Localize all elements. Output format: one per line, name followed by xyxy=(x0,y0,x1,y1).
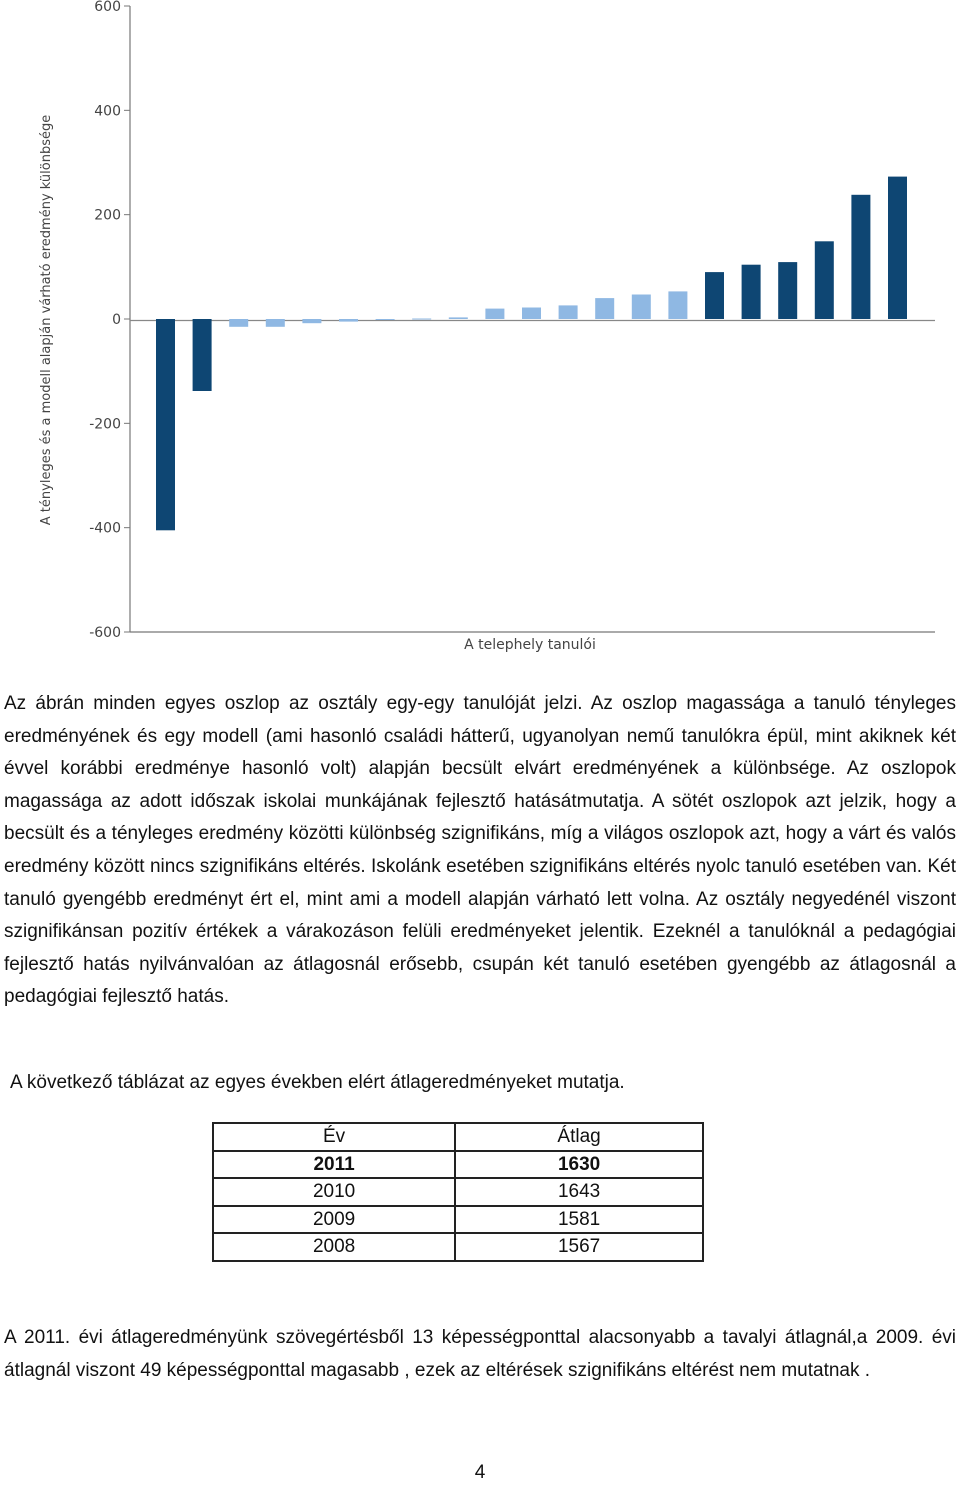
table-row xyxy=(213,1233,703,1261)
bar xyxy=(485,309,504,319)
y-tick-label: 600 xyxy=(94,0,121,15)
bar xyxy=(595,298,614,319)
paragraph-table-intro: A következő táblázat az egyes években elért átlageredményeket mutatja. xyxy=(10,1072,625,1093)
paragraph-chart-explanation: Az ábrán minden egyes oszlop az osztály egy-egy tanulóját jelzi. Az oszlop magassága a tanuló tényleges eredményének és egy modell (ami hasonló családi hátterű, ugyanolyan nemű tanulókra épül, mint akiknek két évvel korábbi eredménye hasonló volt) alapján becsült elvárt eredményének a különbsége. Az oszlopok magassága az adott időszak iskolai munkájának fejlesztő hatásátmutatja. A sötét oszlopok azt jelzik, hogy a becsült és a tényleges eredmény közötti különbség szignifikáns, míg a világos oszlopok azt, hogy a várt és valós eredmény között nincs szignifikáns eltérés. Iskolánk esetében szignifikáns eltérés nyolc tanuló esetében van. Két tanuló gyengébb eredményt ért el, mint ami a modell alapján várható lett volna. Az osztály negyedénél viszont szignifikánsan pozitív értékek a várakozáson felüli eredményeket jelentik. Ezeknél a tanulóknál a pedagógiai fejlesztő hatás nyilvánvalóan az átlagosnál erősebb, csupán két tanuló esetében gyengébb az átlagosnál a pedagógiai fejlesztő hatás. xyxy=(4,693,956,1008)
bar xyxy=(156,319,175,530)
bar xyxy=(632,295,651,320)
y-axis-ticks xyxy=(89,0,130,641)
table-cell-year: 2010 xyxy=(213,1178,455,1206)
page-number: 4 xyxy=(474,1462,486,1483)
bar xyxy=(412,319,431,320)
bar xyxy=(302,319,321,323)
bar xyxy=(668,291,687,319)
paragraph-conclusion: A 2011. évi átlageredményünk szövegértésből 13 képességponttal alacsonyabb a tavalyi átlagnál,a 2009. évi átlagnál viszont 49 képességponttal magasabb , ezek az eltérések szignifikáns eltérést nem mutatnak . xyxy=(4,1327,956,1381)
table-cell-average: 1581 xyxy=(455,1206,703,1234)
bar xyxy=(888,177,907,319)
table-cell-average: 1630 xyxy=(455,1151,703,1179)
bars-group xyxy=(156,177,907,531)
bar xyxy=(266,319,285,327)
bar xyxy=(559,305,578,319)
bar xyxy=(815,241,834,319)
bar xyxy=(705,272,724,319)
table-cell-year: 2011 xyxy=(213,1151,455,1179)
table-cell-year: 2008 xyxy=(213,1233,455,1261)
y-tick-label: 400 xyxy=(94,103,121,120)
table-cell-year: 2009 xyxy=(213,1206,455,1234)
bar-chart xyxy=(0,0,960,665)
y-tick-label: -400 xyxy=(89,520,121,537)
bar xyxy=(449,317,468,319)
y-tick-label: -600 xyxy=(89,625,121,641)
bar xyxy=(339,319,358,322)
table-header-row xyxy=(213,1123,703,1151)
table-row xyxy=(213,1178,703,1206)
table-cell-average: 1643 xyxy=(455,1178,703,1206)
bar xyxy=(522,308,541,320)
table-header-year: Év xyxy=(213,1123,455,1151)
table-header-average: Átlag xyxy=(455,1123,703,1151)
yearly-average-table xyxy=(212,1122,704,1262)
y-tick-label: 200 xyxy=(94,207,121,224)
table-row xyxy=(213,1151,703,1179)
bar xyxy=(376,319,395,320)
y-axis-label: A tényleges és a modell alapján várható eredmény különbsége xyxy=(39,114,54,526)
y-tick-label: 0 xyxy=(112,312,121,328)
table-row xyxy=(213,1206,703,1234)
bar xyxy=(193,319,212,391)
bar xyxy=(851,195,870,319)
bar xyxy=(229,319,248,327)
x-axis-label: A telephely tanulói xyxy=(464,637,596,653)
bar xyxy=(778,262,797,319)
y-tick-label: -200 xyxy=(89,416,121,433)
bar xyxy=(742,265,761,319)
table-cell-average: 1567 xyxy=(455,1233,703,1261)
